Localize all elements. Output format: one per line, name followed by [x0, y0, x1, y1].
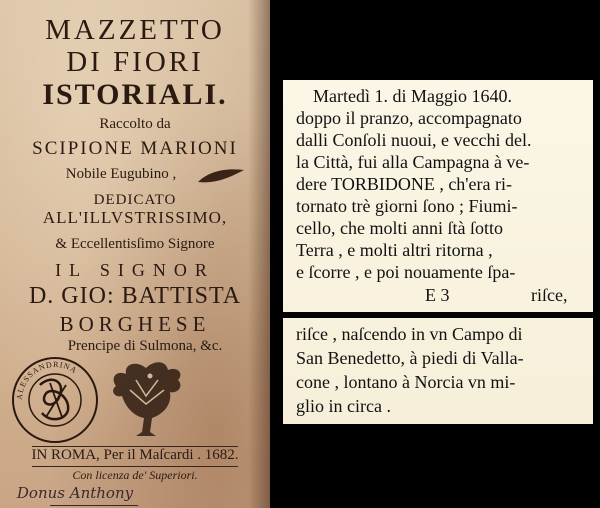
- continuation-line-2: San Benedetto, à piedi di Valla-: [296, 348, 524, 368]
- il-signor: IL SIGNOR: [55, 260, 215, 280]
- author-name: SCIPIONE MARIONI: [32, 138, 238, 159]
- dedication-label: DEDICATO: [93, 192, 177, 208]
- stamp-ring-text: ALESSANDRINA: [14, 359, 79, 401]
- continuation-line-3: cone , lontano à Norcia vn mi-: [296, 372, 516, 392]
- compiled-by: Raccolto da: [99, 116, 171, 132]
- text-line-9: e ſcorre , e poi nouamente ſpa-: [296, 262, 516, 282]
- text-line-1: Martedì 1. di Maggio 1640.: [313, 86, 512, 106]
- text-line-2: doppo il pranzo, accompagnato: [296, 108, 522, 128]
- dedicatee-surname: BORGHESE: [59, 312, 211, 336]
- text-line-7: cello, che molti anni ſtà ſotto: [296, 218, 503, 238]
- author-title: Nobile Eugubino ,: [65, 166, 177, 182]
- imprint-line: IN ROMA, Per il Maſcardi . 1682.: [31, 447, 239, 463]
- continuation-line-4: glio in circa .: [296, 396, 391, 416]
- page-break-separator: [283, 312, 593, 318]
- title-line-3: ISTORIALI.: [42, 78, 228, 111]
- license-line: Con licenza de' Superiori.: [72, 468, 198, 482]
- dedicatee-name: D. GIO: BATTISTA: [28, 283, 242, 309]
- text-page: [283, 80, 593, 424]
- title-line-1: MAZZETTO: [45, 14, 225, 46]
- text-line-5: dere TORBIDONE , ch'era ri-: [296, 174, 513, 194]
- quill-ornament-icon: [196, 166, 246, 188]
- catchword: riſce,: [531, 285, 568, 305]
- honorific-line: & Eccellentisſimo Signore: [55, 236, 215, 252]
- imprint-rule-bottom: [32, 466, 238, 467]
- text-line-6: tornato trè giorni ſono ; Fiumi-: [296, 196, 518, 216]
- signature-underline: [50, 505, 138, 506]
- printers-device-dragon-icon: [106, 356, 188, 442]
- title-page: [0, 0, 270, 508]
- continuation-line-1: riſce , naſcendo in vn Campo di: [296, 324, 523, 344]
- dedicatee-title: Prencipe di Sulmona, &c.: [67, 338, 223, 354]
- text-line-8: Terra , e molti altri ritorna ,: [296, 240, 493, 260]
- handwritten-signature: Donus Anthony: [16, 484, 134, 502]
- title-line-2: DI FIORI: [66, 46, 204, 78]
- text-line-3: dalli Conſoli nuoui, e vecchi del.: [296, 130, 532, 150]
- dedication-line: ALL'ILLVSTRISSIMO,: [42, 208, 228, 227]
- signature-mark: E 3: [425, 285, 450, 305]
- text-line-4: la Città, fui alla Campagna à ve-: [296, 152, 530, 172]
- library-stamp-icon: [10, 355, 100, 445]
